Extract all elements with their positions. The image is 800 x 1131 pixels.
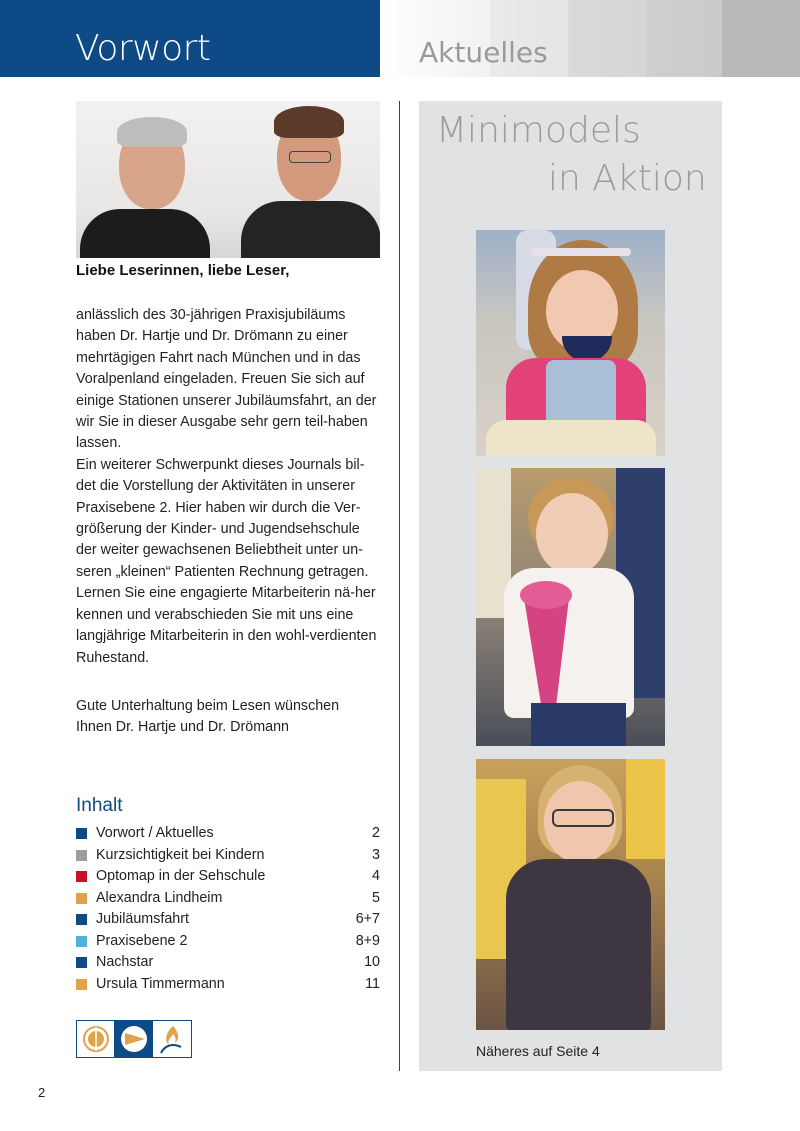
toc-item-label: Ursula Timmermann bbox=[96, 975, 225, 992]
header-gradient-band bbox=[568, 0, 646, 77]
page-number: 2 bbox=[38, 1085, 46, 1100]
toc-item-label: Kurzsichtigkeit bei Kindern bbox=[96, 846, 265, 863]
toc-item-page: 8+9 bbox=[355, 932, 380, 949]
section-title: Vorwort bbox=[75, 28, 211, 69]
toc-item-label: Nachstar bbox=[96, 954, 154, 970]
toc-item[interactable] bbox=[76, 974, 382, 996]
toc-item-page: 11 bbox=[365, 975, 380, 992]
child-skirt bbox=[486, 420, 656, 456]
section-title-right: Aktuelles bbox=[419, 36, 548, 69]
toc-item-page: 2 bbox=[372, 825, 380, 841]
toc-item[interactable] bbox=[76, 823, 382, 845]
header-aktuelles bbox=[380, 0, 800, 77]
person-left-suit bbox=[80, 209, 210, 258]
person-right-hair bbox=[274, 106, 344, 138]
bullet-square-icon bbox=[76, 936, 87, 947]
child-photo-3 bbox=[476, 759, 665, 1030]
toc-title: Inhalt bbox=[76, 795, 123, 816]
toc-item-label: Praxisebene 2 bbox=[96, 932, 188, 949]
bullet-square-icon bbox=[76, 914, 87, 925]
toc-item-page: 10 bbox=[364, 954, 380, 970]
bullet-square-icon bbox=[76, 893, 87, 904]
logo-flame-icon bbox=[152, 1020, 192, 1058]
bullet-square-icon bbox=[76, 871, 87, 882]
child-face bbox=[536, 493, 608, 575]
logo-eye-icon bbox=[76, 1020, 116, 1058]
closing-line: Ihnen Dr. Hartje und Dr. Drömann bbox=[76, 719, 289, 736]
table-of-contents bbox=[76, 823, 382, 995]
child-photo-2 bbox=[476, 468, 665, 746]
practice-logo bbox=[76, 1020, 196, 1064]
toc-item[interactable] bbox=[76, 952, 382, 974]
glasses-icon bbox=[289, 151, 331, 163]
doctors-photo bbox=[76, 101, 380, 258]
header-gradient-band bbox=[722, 0, 800, 77]
toc-item-label: Vorwort / Aktuelles bbox=[96, 825, 214, 841]
toc-item-page: 6+7 bbox=[355, 911, 380, 927]
aside-title-line1: Minimodels bbox=[436, 110, 641, 151]
toc-item[interactable] bbox=[76, 931, 382, 953]
person-left-hair bbox=[117, 117, 187, 147]
letter-body bbox=[76, 305, 382, 669]
child-dress bbox=[506, 859, 651, 1030]
letter-closing bbox=[76, 696, 382, 739]
bullet-square-icon bbox=[76, 828, 87, 839]
toc-item[interactable] bbox=[76, 888, 382, 910]
toc-item[interactable] bbox=[76, 845, 382, 867]
bullet-square-icon bbox=[76, 957, 87, 968]
logo-lens-icon bbox=[114, 1020, 154, 1058]
toc-item[interactable] bbox=[76, 909, 382, 931]
toc-item-page: 4 bbox=[372, 868, 380, 884]
aside-caption: Näheres auf Seite 4 bbox=[476, 1043, 600, 1059]
greeting: Liebe Leserinnen, liebe Leser, bbox=[76, 262, 290, 279]
letter-paragraph: anlässlich des 30-jährigen Praxisjubiläums haben Dr. Hartje und Dr. Drömann zu einer mehrtägigen Fahrt nach München und in das Voralpenland eingeladen. Freuen Sie sich auf einige Stationen unserer Jubiläumsfahrt, an der wir Sie in dieser Ausgabe sehr gern teil-haben lassen. bbox=[76, 307, 377, 452]
letter-paragraph: Ein weiterer Schwerpunkt dieses Journals bil-det die Vorstellung der Aktivitäten in unserer Praxisebene 2. Hier haben wir durch die Ver-größerung der Kinder- und Jugendsehschule der weiter gewachsenen Beliebtheit unter un-seren „kleinen“ Patienten Rechnung getragen. Lernen Sie eine engagierte Mitarbeiterin nä-her kennen und verabschieden Sie mit uns eine langjährige Mitarbeiterin in den wohl-verdienten Ruhestand. bbox=[76, 456, 377, 666]
toc-item[interactable] bbox=[76, 866, 382, 888]
glasses-icon bbox=[552, 809, 614, 827]
child-jeans bbox=[531, 703, 626, 746]
toc-item-label: Jubiläumsfahrt bbox=[96, 911, 189, 927]
hairband bbox=[531, 248, 631, 256]
bullet-square-icon bbox=[76, 850, 87, 861]
person-right-suit bbox=[241, 201, 380, 258]
background-person bbox=[626, 759, 665, 859]
header-gradient-band bbox=[646, 0, 722, 77]
closing-line: Gute Unterhaltung beim Lesen wünschen bbox=[76, 698, 340, 714]
column-divider bbox=[399, 101, 400, 1071]
aside-title-line2: in Aktion bbox=[548, 158, 707, 199]
child-photo-1 bbox=[476, 230, 665, 456]
toc-item-label: Optomap in der Sehschule bbox=[96, 868, 266, 884]
toc-item-page: 3 bbox=[372, 846, 380, 863]
bullet-square-icon bbox=[76, 979, 87, 990]
header-vorwort bbox=[0, 0, 380, 77]
toc-item-label: Alexandra Lindheim bbox=[96, 889, 223, 906]
toc-item-page: 5 bbox=[372, 889, 380, 906]
